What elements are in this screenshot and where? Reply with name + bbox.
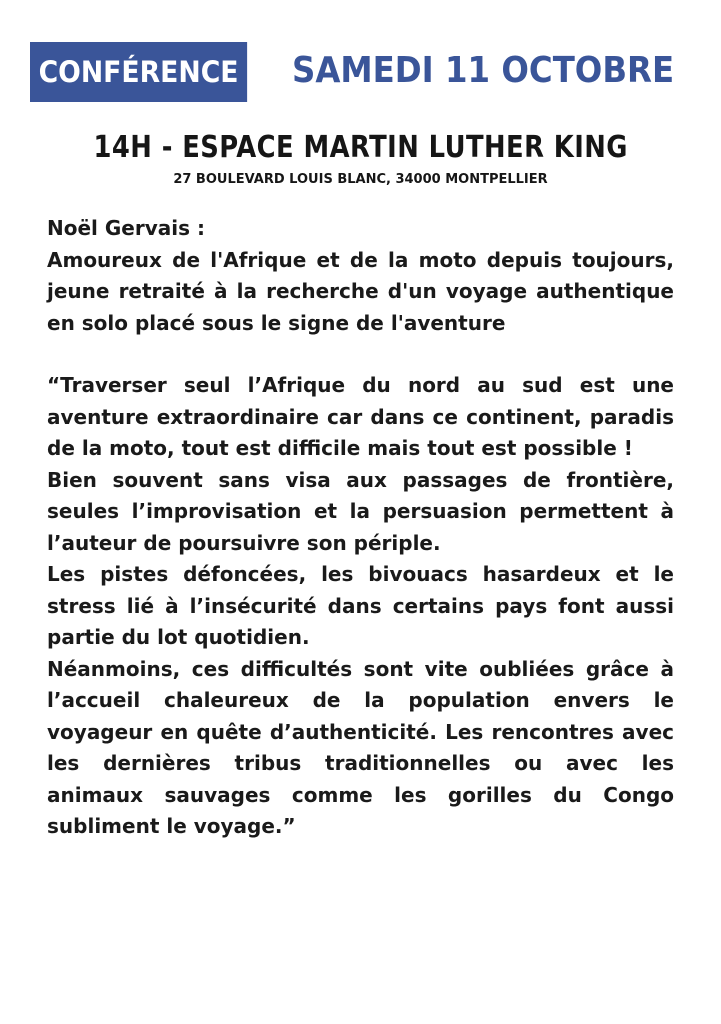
venue-title — [0, 130, 721, 165]
body-content — [47, 213, 674, 843]
venue-address: 27 BOULEVARD LOUIS BLANC, 34000 MONTPELLIER — [173, 172, 548, 187]
venue-title-text: 14H - ESPACE MARTIN LUTHER KING — [93, 130, 628, 165]
quote-paragraph: “Traverser seul l’Afrique du nord au sud est une aventure extraordinaire car dans ce continent, paradis de la moto, tout est difficile mais tout est possible ! — [47, 373, 674, 460]
speaker-name: Noël Gervais : — [47, 216, 205, 240]
quote-paragraph: Bien souvent sans visa aux passages de frontière, seules l’improvisation et la persuasion permettent à l’auteur de poursuivre son périple. — [47, 467, 674, 555]
header-row — [30, 42, 675, 102]
quote-block — [47, 370, 674, 843]
quote-paragraph: Les pistes défoncées, les bivouacs hasardeux et le stress lié à l’insécurité dans certains pays font aussi partie du lot quotidien. — [47, 562, 674, 649]
conference-badge: CONFÉRENCE — [30, 42, 247, 102]
event-date: SAMEDI 11 OCTOBRE — [292, 50, 675, 91]
quote-paragraph: Néanmoins, ces difficultés sont vite oubliées grâce à l’accueil chaleureux de la population envers le voyageur en quête d’authenticité. Les rencontres avec les dernières tribus traditionnelles ou avec les animaux sauvages comme les gorilles du Congo subliment le voyage.” — [47, 656, 674, 838]
speaker-bio: Amoureux de l'Afrique et de la moto depuis toujours, jeune retraité à la recherche d'un voyage authentique en solo placé sous le signe de l'aventure — [47, 247, 674, 335]
